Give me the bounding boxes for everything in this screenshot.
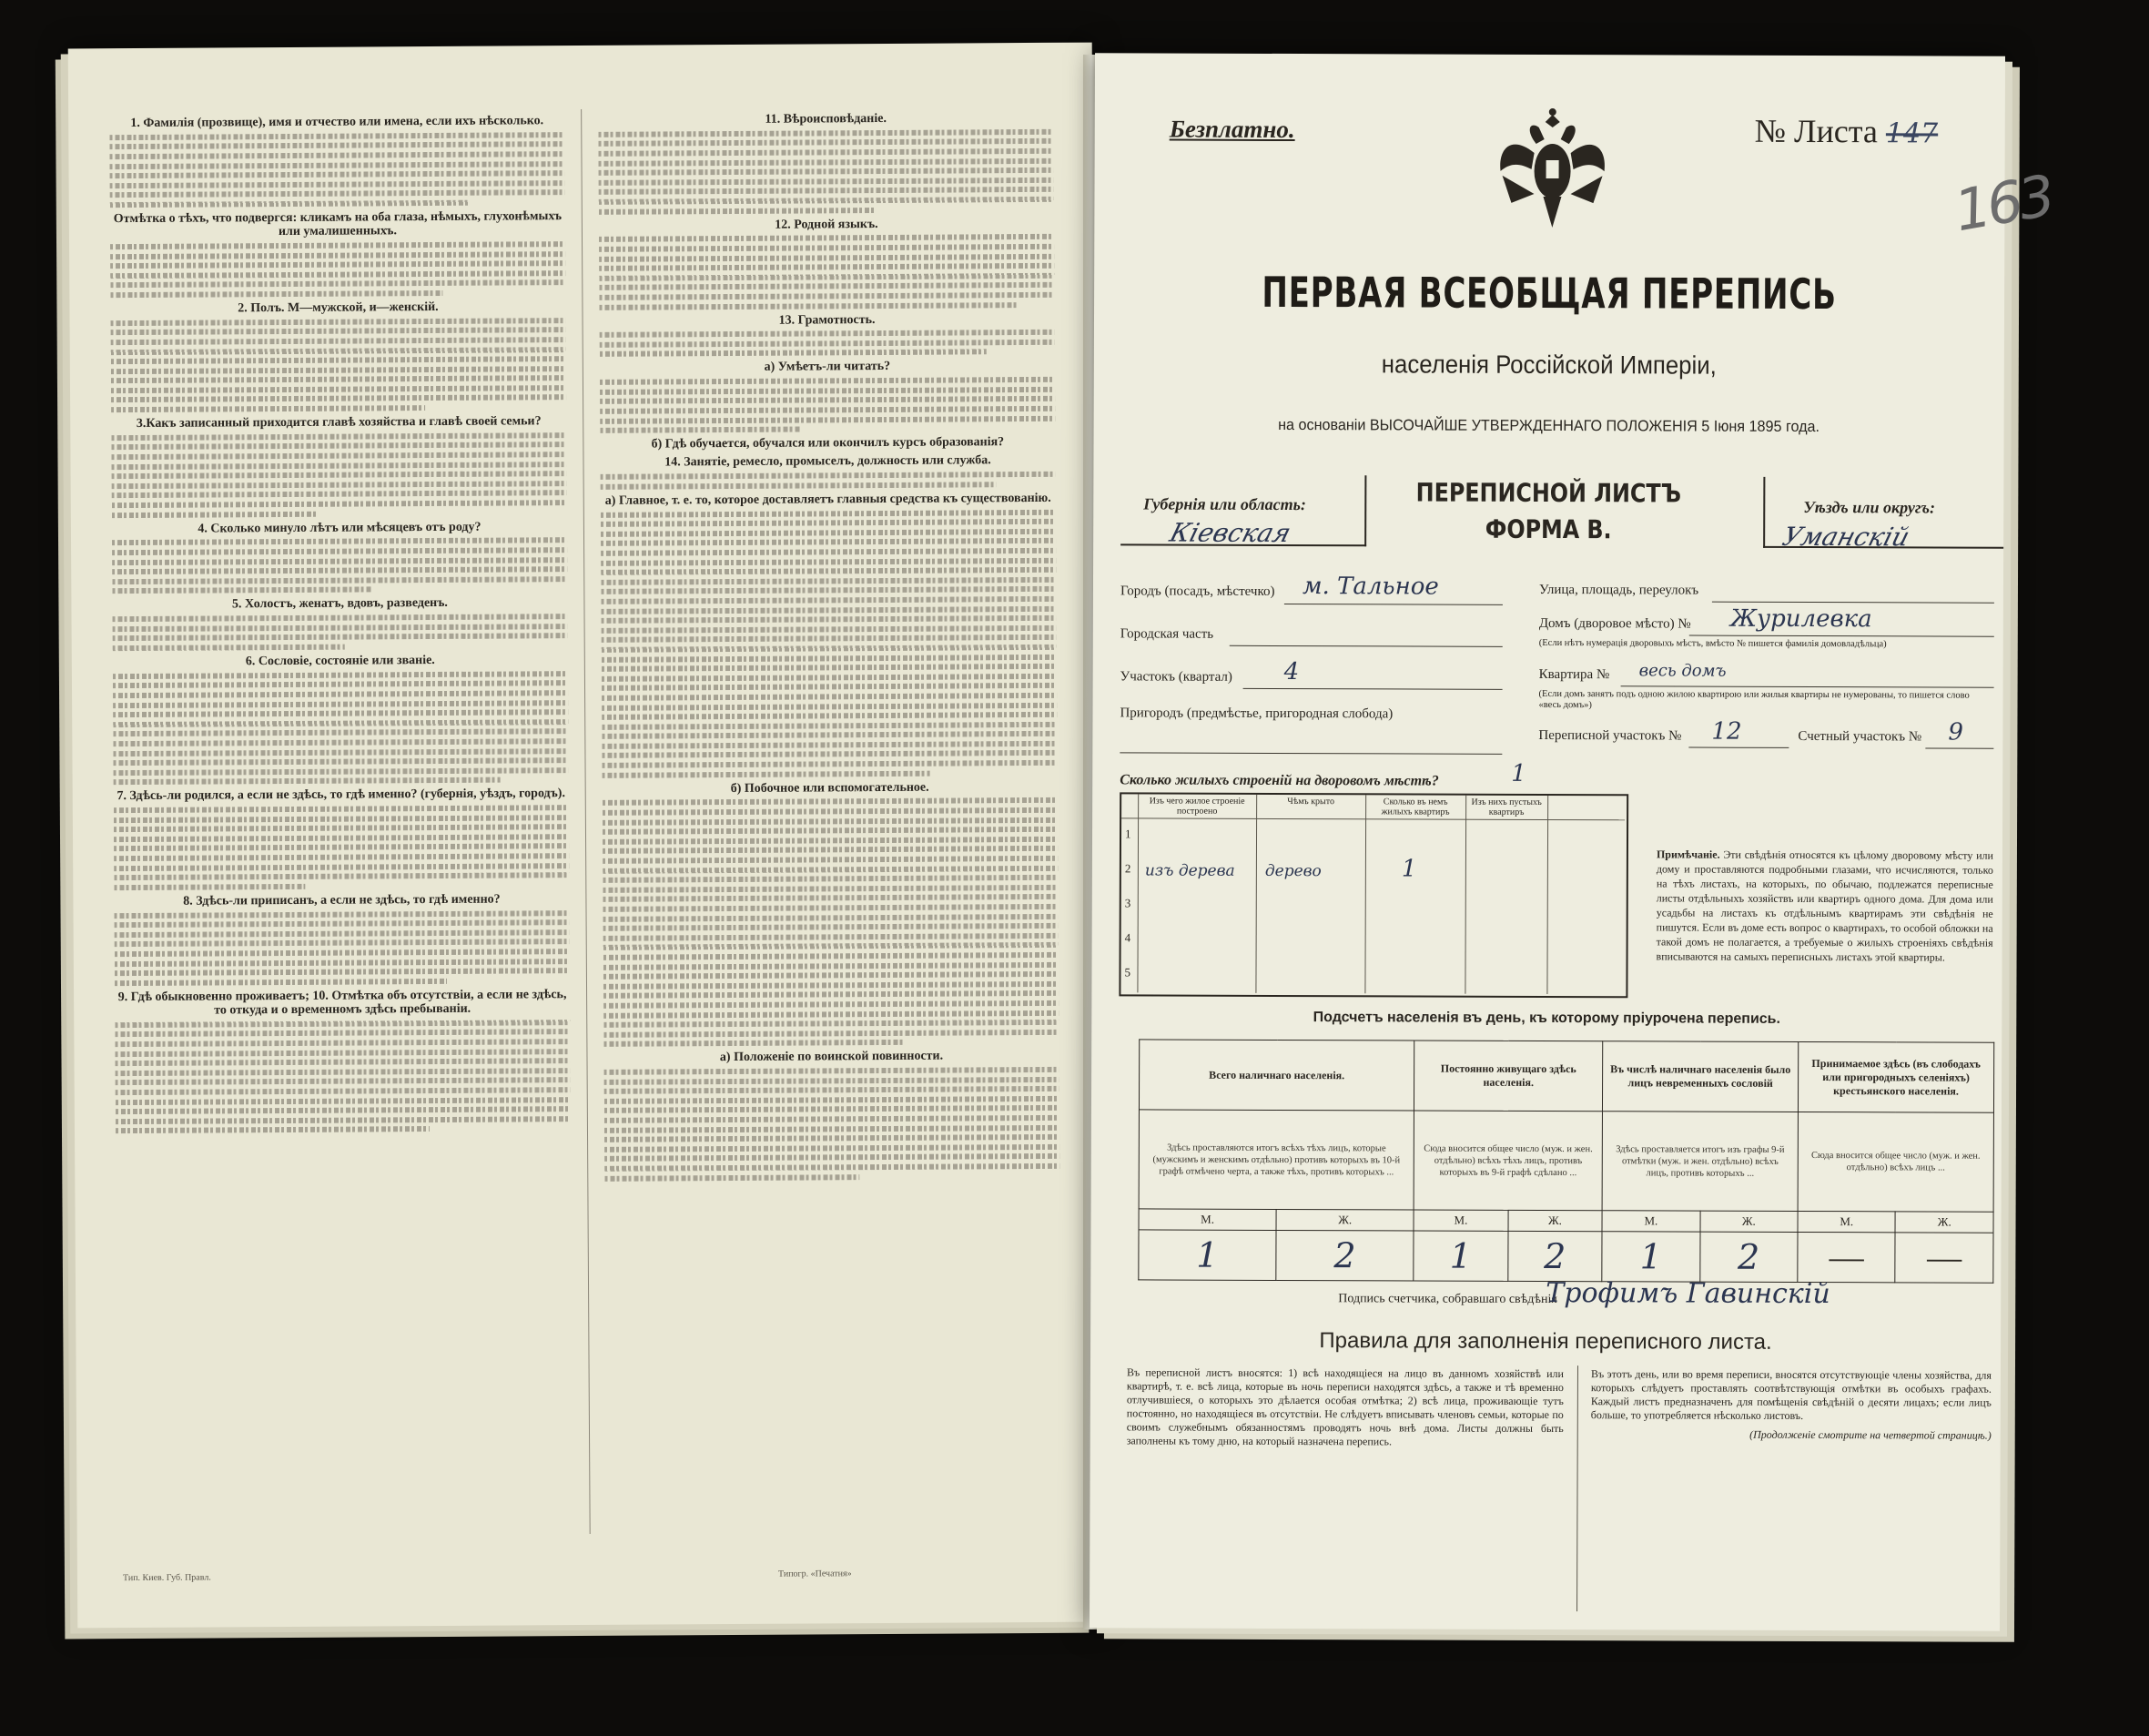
dom-value: Журилевка (1729, 604, 1872, 634)
pop-value: 2 (1699, 1232, 1798, 1282)
print-line (115, 959, 570, 967)
pop-value: — (1798, 1232, 1896, 1282)
row-number: 2 (1124, 861, 1131, 876)
print-line (112, 471, 567, 479)
print-line (602, 683, 1057, 691)
pop-sex-male: М. (1602, 1211, 1699, 1232)
print-line (110, 251, 565, 259)
print-line (600, 415, 1055, 423)
pop-sex-female: Ж. (1700, 1211, 1799, 1232)
print-line (603, 875, 1058, 883)
print-line (111, 337, 566, 345)
print-line (110, 270, 565, 279)
print-line (111, 375, 566, 383)
signature-label: Подпись счетчика, собравшаго свѣдѣнія (1338, 1292, 1557, 1307)
print-line (116, 1087, 571, 1095)
print-line (113, 624, 568, 632)
print-line (603, 885, 1058, 893)
schetny-uchastok-line (1925, 747, 1993, 748)
print-line (604, 1077, 1059, 1085)
print-line (110, 260, 565, 269)
print-line (603, 990, 1059, 999)
print-line (599, 302, 1018, 310)
print-line (603, 760, 1058, 768)
kvartira-label: Квартира № (1538, 666, 1610, 683)
uezd-label: Уѣздъ или округъ: (1803, 497, 1936, 517)
print-line (111, 452, 566, 460)
print-line (114, 777, 501, 786)
instruction-heading: 7. Здѣсь-ли родился, а если не здѣсь, то гдѣ именно? (губернія, уѣздъ, городъ). (117, 787, 566, 804)
pop-value: 2 (1276, 1230, 1414, 1281)
instructions-column-2 (598, 107, 1059, 1185)
print-line (113, 757, 568, 766)
print-line (113, 748, 568, 756)
pop-desc-permanent: Сюда вносится общее число (муж. и жен. отдѣльно) всѣхъ тѣхъ лицъ, противъ которыхъ въ 9-й графѣ сдѣлано ... (1414, 1111, 1602, 1211)
print-line (599, 197, 1054, 205)
stroeniya-header-roof: Чѣмъ крыто (1287, 797, 1335, 807)
print-line (598, 157, 1053, 166)
chast-line (1230, 645, 1503, 647)
print-line (111, 366, 566, 374)
print-line (601, 519, 1056, 527)
print-line (109, 132, 564, 140)
print-line (112, 491, 567, 499)
print-line (602, 674, 1057, 682)
row-number: 5 (1124, 965, 1131, 980)
print-line (111, 395, 566, 403)
note-text: Эти свѣдѣнія относятся къ цѣлому дворовому мѣсту или дому и проставляются подробными глазами, что исчисляются, только на тѣхъ листахъ, на которыхъ, по обычаю, подлежатся переписные листы отдѣльныхъ хозяйствъ или квартиръ одного дома. Для дома или усадьбы на листахъ къ отдѣльнымъ квартирамъ эти свѣдѣнія не пишутся. Если въ доме есть вопрос о квартирахъ, то особой обложки на такой домъ не полагается, а требуемые о жилыхъ строеніяхъ свѣдѣнія вписываются на самыхъ переписныхъ листахъ этой квартиры. (1656, 848, 1993, 964)
print-line (601, 472, 1056, 480)
print-line (602, 635, 1057, 643)
instruction-heading: 8. Здѣсь-ли приписанъ, а если не здѣсь, то гдѣ именно? (183, 892, 501, 909)
stroeniya-value: 1 (1511, 759, 1526, 787)
print-line (601, 509, 1056, 517)
print-line (115, 968, 570, 976)
population-count-table (1138, 1039, 1994, 1283)
print-line (602, 712, 1057, 720)
print-line (602, 664, 1057, 672)
print-line (603, 913, 1059, 921)
print-line (110, 279, 565, 288)
print-line (604, 1144, 1059, 1152)
print-line (603, 1000, 1059, 1009)
print-line (600, 330, 1055, 338)
sheet-number-value: 147 (1885, 117, 1939, 150)
rules-right-text: Въ этотъ день, или во время переписи, вносятся отсутствующіе члены хозяйства, для которыхъ слѣдуетъ проставлять соотвѣтствующія отмѣтки въ особыхъ графахъ. Каждый листъ предназначенъ для помѣщенія свѣдѣній о десяти лицахъ; если лицъ больше, то употребляется нѣсколько листовъ. (1590, 1367, 1992, 1422)
gorod-value: м. Тальное (1302, 573, 1439, 601)
print-line (604, 1086, 1059, 1094)
population-count-title: Подсчетъ населенія въ день, къ которому пріурочена перепись. (1313, 1010, 1781, 1027)
print-line (603, 817, 1058, 825)
instruction-heading: Отмѣтка о тѣхъ, что подвергся: кликамъ на оба глаза, нѣмыхъ, глухонѣмыхъ или умалишенныхъ. (113, 209, 563, 239)
form-title (1394, 474, 1703, 548)
print-line (598, 138, 1053, 147)
print-line (603, 1010, 1059, 1018)
row-number: 3 (1124, 896, 1131, 910)
print-line (112, 557, 567, 565)
print-line (601, 482, 997, 490)
print-line (601, 538, 1056, 546)
sheet-number-label: № Листа (1754, 112, 1878, 150)
print-line (111, 432, 566, 441)
print-line (598, 129, 1053, 137)
print-line (603, 837, 1058, 845)
instruction-heading: б) Гдѣ обучается, обучался или окончилъ курсъ образованія? (651, 435, 1005, 452)
print-line (603, 856, 1058, 864)
print-line (599, 168, 1054, 176)
print-line (111, 318, 566, 326)
print-line (111, 327, 566, 335)
instruction-heading: 4. Сколько минуло лѣтъ или мѣсяцевъ отъ роду? (198, 520, 481, 536)
print-line (112, 481, 567, 489)
print-line (115, 939, 570, 948)
print-line (603, 904, 1058, 912)
pop-sex-male: М. (1798, 1211, 1896, 1232)
stroeniya-header-empty: Изъ нихъ пустыхъ квартиръ (1471, 797, 1542, 817)
pop-value: 1 (1602, 1232, 1700, 1282)
legal-basis: на основаніи ВЫСОЧАЙШЕ УТВЕРЖДЕННАГО ПОЛОЖЕНІЯ 5 Іюня 1895 года. (1278, 415, 1820, 436)
print-line (114, 853, 569, 861)
instruction-heading: а) Главное, т. е. то, которое доставляетъ главныя средства къ существованію. (604, 491, 1051, 508)
sheet-number (1755, 112, 1939, 151)
print-line (601, 548, 1056, 556)
row-number: 4 (1124, 930, 1131, 945)
print-line (114, 824, 569, 832)
uezd-value: Уманскій (1779, 521, 1913, 553)
perepis-uchastok-value: 12 (1711, 717, 1742, 746)
print-line (599, 253, 1054, 261)
pop-value: 2 (1507, 1231, 1602, 1281)
print-line (603, 846, 1058, 854)
print-line (112, 566, 567, 574)
pop-desc-nonresident: Здѣсь проставляется итогъ изъ графы 9-й отмѣтки (муж. и жен. отдѣльно) всѣхъ лицъ, противъ которыхъ ... (1602, 1112, 1798, 1212)
print-line (604, 1153, 1059, 1162)
rules-right-column (1591, 1367, 1992, 1443)
print-line (110, 241, 565, 249)
print-line (599, 187, 1054, 195)
print-line (111, 405, 425, 412)
print-line (110, 200, 470, 208)
instruction-heading: 5. Холостъ, женатъ, вдовъ, разведенъ. (231, 596, 448, 612)
print-line (112, 500, 567, 508)
instruction-heading: 14. Занятіе, ремесло, промыселъ, должность или служба. (664, 453, 991, 470)
print-line (601, 529, 1056, 537)
signature-value: Трофимъ Гавинскій (1546, 1276, 1830, 1311)
print-line (602, 702, 1057, 710)
print-line (110, 170, 565, 178)
pop-value: — (1895, 1233, 1993, 1283)
note-title: Примѣчаніе. (1656, 848, 1720, 861)
print-line (111, 385, 566, 393)
print-line (601, 577, 1056, 585)
print-line (113, 645, 345, 652)
gorod-line (1284, 604, 1503, 605)
pop-sex-male: М. (1414, 1210, 1508, 1231)
rules-left-column: Въ переписной листъ вносятся: 1) всѣ находящіеся на лицо въ данномъ хозяйствѣ или квартирѣ, т. е. всѣ лица, которые въ ночь переписи находятся здѣсь, а также и тѣ временно отлучившіеся, о которыхъ это дѣлается особая отмѣтка; 2) всѣ лица, проживающіе тутъ постоянно, но находящіеся въ отсутствіи. Не слѣдуетъ вписывать членовъ семьи, которые по своимъ служебнымъ обязанностямъ проводятъ ночь внѣ дома. Листы должны быть заполнены къ тому дню, на который назначена перепись. (1126, 1365, 1564, 1448)
pop-sex-male: М. (1139, 1209, 1276, 1231)
pop-sex-female: Ж. (1895, 1212, 1993, 1233)
print-line (116, 1058, 571, 1066)
print-line (110, 180, 565, 188)
instruction-heading: 11. Вѣроисповѣданіе. (765, 111, 887, 127)
dom-note: (Если нѣтъ нумерація дворовыхъ мѣстъ, вмѣсто № пишется фамилія домовладѣльца) (1538, 637, 1887, 650)
print-line (602, 722, 1057, 730)
print-line (115, 929, 570, 938)
perepis-uchastok-label: Переписной участокъ № (1538, 727, 1682, 744)
print-line (115, 949, 570, 957)
instruction-heading: б) Побочное или вспомогательное. (730, 780, 929, 796)
print-line (113, 633, 568, 641)
perepis-uchastok-line (1688, 747, 1789, 748)
free-label: Безплатно. (1169, 115, 1295, 144)
print-line (113, 709, 568, 717)
uchastok-label: Участокъ (квартал) (1120, 669, 1232, 685)
print-line (114, 884, 305, 890)
print-line (109, 151, 564, 159)
instruction-heading: 9. Гдѣ обыкновенно проживаетъ; 10. Отмѣтка объ отсутствіи, а если не здѣсь, то откуда и о временномъ здѣсь пребываніи. (117, 987, 567, 1018)
print-line (112, 587, 371, 594)
print-line (603, 961, 1059, 970)
print-line (604, 1105, 1059, 1113)
imprint-right: Типогр. «Печатня» (777, 1568, 852, 1579)
row-number: 1 (1125, 827, 1131, 841)
print-line (603, 865, 1058, 873)
print-line (115, 1039, 570, 1047)
schetny-uchastok-label: Счетный участокъ № (1798, 728, 1922, 745)
pencil-page-number: 163 (1950, 162, 2057, 245)
print-line (598, 148, 1053, 157)
print-line (110, 290, 442, 298)
form-title-line-1: ПЕРЕПИСНОЙ ЛИСТЪ (1415, 477, 1682, 509)
print-line (602, 625, 1057, 634)
print-line (111, 462, 566, 470)
pop-header-peasant: Принимаемое здѣсь (въ слободахъ или пригородныхъ селеніяхъ) крестьянского населенія. (1798, 1041, 1993, 1112)
stroeniya-label: Сколько жилыхъ строеній на дворовомъ мѣстѣ? (1120, 772, 1439, 789)
kvartira-value: весь домъ (1638, 661, 1727, 681)
print-line (604, 1115, 1059, 1123)
print-line (116, 1097, 571, 1105)
print-line (116, 1126, 430, 1133)
print-line (114, 767, 569, 776)
prigorod-line (1120, 752, 1502, 754)
instructions-column-1 (109, 109, 571, 1138)
rules-title: Правила для заполненія переписного листа. (1319, 1328, 1772, 1355)
print-line (600, 396, 1055, 404)
print-line (601, 586, 1056, 594)
print-line (602, 731, 1057, 739)
print-line (603, 952, 1059, 960)
print-line (109, 142, 564, 150)
print-line (604, 1163, 1059, 1172)
right-page (1090, 53, 2057, 1630)
print-line (115, 1049, 570, 1057)
print-line (601, 605, 1056, 614)
column-divider (581, 109, 591, 1534)
uchastok-line (1243, 688, 1503, 690)
print-line (116, 1116, 571, 1124)
print-line (604, 1067, 1059, 1075)
pop-sex-female: Ж. (1276, 1209, 1414, 1231)
print-line (603, 1020, 1059, 1028)
print-line (113, 700, 568, 708)
instruction-heading: а) Умѣетъ-ли читать? (764, 360, 891, 375)
print-line (113, 728, 568, 736)
stroeniya-roof-value: дерево (1264, 861, 1322, 881)
census-title: ПЕРВАЯ ВСЕОБЩАЯ ПЕРЕПИСЬ (1262, 267, 1837, 320)
print-line (603, 807, 1058, 816)
print-line (602, 741, 1057, 749)
print-line (113, 738, 568, 746)
left-page (68, 43, 1102, 1629)
print-line (111, 442, 566, 451)
print-line (115, 919, 570, 928)
print-line (602, 693, 1057, 701)
uchastok-value: 4 (1283, 657, 1300, 686)
instruction-heading: 13. Грамотность. (778, 312, 876, 328)
print-line (113, 719, 568, 727)
dom-label: Домъ (дворовое мѣсто) № (1538, 615, 1691, 632)
print-line (603, 933, 1059, 941)
census-subtitle: населенія Россійской Имперіи, (1381, 350, 1717, 380)
print-line (600, 350, 987, 358)
print-line (113, 614, 568, 622)
print-line (116, 1068, 571, 1076)
print-line (112, 538, 567, 546)
instruction-heading: 3.Какъ записанный приходится главѣ хозяйства и главѣ своей семьи? (136, 414, 542, 431)
print-line (599, 273, 1054, 281)
print-line (110, 189, 565, 198)
print-line (603, 1030, 1059, 1038)
print-line (603, 971, 1059, 980)
pop-desc-peasant: Сюда вносится общее число (муж. и жен. отдѣльно) всѣхъ лицъ ... (1798, 1112, 1993, 1212)
print-line (603, 1040, 904, 1047)
print-line (600, 427, 800, 433)
form-title-line-2: ФОРМА В. (1485, 513, 1612, 545)
gorod-label: Городъ (посадъ, мѣстечко) (1120, 584, 1275, 599)
print-line (603, 942, 1059, 950)
print-line (599, 178, 1054, 186)
print-line (115, 910, 570, 919)
print-line (602, 615, 1057, 624)
print-line (115, 1020, 570, 1028)
print-line (601, 567, 1056, 575)
print-line (599, 263, 1054, 271)
stroeniya-header-apartments: Сколько въ немъ жилыхъ квартиръ (1381, 797, 1450, 817)
pop-value: 1 (1139, 1230, 1276, 1281)
print-line (603, 770, 930, 777)
chast-label: Городская часть (1120, 626, 1214, 642)
print-line (603, 981, 1059, 990)
stroeniya-table (1119, 792, 1628, 998)
stroeniya-material-value: изъ дерева (1144, 861, 1235, 880)
print-line (599, 244, 1054, 252)
print-line (113, 690, 568, 698)
pop-desc-present: Здѣсь проставляются итогъ всѣхъ тѣхъ лицъ, которые (мужскимъ и женскимъ отдѣльно) противъ которыхъ въ 10-й графѣ отмѣчено черта, а также тѣхъ, противъ которыхъ ... (1139, 1110, 1414, 1210)
print-line (599, 292, 1054, 300)
print-line (599, 234, 1054, 242)
print-line (599, 282, 1054, 290)
print-line (114, 815, 569, 823)
print-line (603, 894, 1058, 902)
instruction-heading: 12. Родной языкъ. (775, 217, 878, 232)
print-line (114, 863, 569, 871)
kvartira-line (1621, 685, 1994, 687)
print-line (114, 805, 569, 813)
print-line (604, 1134, 1059, 1142)
print-line (600, 387, 1055, 395)
print-line (603, 923, 1059, 931)
print-line (604, 1096, 1059, 1104)
print-line (112, 547, 567, 555)
print-line (111, 347, 566, 355)
pop-sex-female: Ж. (1508, 1210, 1603, 1231)
ulitsa-label: Улица, площадь, переулокъ (1538, 582, 1699, 598)
print-line (114, 872, 569, 880)
print-line (116, 1077, 571, 1085)
schetny-uchastok-value: 9 (1948, 718, 1964, 746)
print-line (601, 596, 1056, 604)
print-line (600, 377, 1055, 385)
print-line (599, 208, 877, 215)
instruction-heading: 1. Фамилія (прозвище), имя и отчество или имена, если ихъ нѣсколько. (130, 114, 544, 131)
print-line (603, 827, 1058, 835)
pop-header-present: Всего наличнаго населенія. (1139, 1040, 1414, 1111)
stroeniya-note (1657, 847, 1993, 964)
print-line (114, 834, 569, 842)
print-line (603, 797, 1058, 806)
pop-header-nonresident: Въ числѣ наличнаго населенія было лицъ невременныхъ сословій (1603, 1041, 1799, 1112)
pop-value: 1 (1414, 1231, 1508, 1281)
print-line (602, 645, 1057, 653)
gubernia-label: Губернія или область: (1143, 494, 1306, 514)
dom-line (1689, 635, 1994, 637)
print-line (604, 1124, 1059, 1132)
prigorod-label: Пригородъ (предмѣстье, пригородная слобода) (1120, 706, 1394, 722)
print-line (114, 844, 569, 852)
print-line (109, 161, 564, 169)
print-line (602, 750, 1057, 758)
print-line (600, 340, 1055, 348)
stroeniya-apartments-value: 1 (1401, 855, 1417, 883)
print-line (115, 1029, 570, 1037)
print-line (112, 511, 317, 517)
gubernia-value: Кіевская (1166, 517, 1294, 548)
instruction-heading: 6. Сословіе, состояніе или званіе. (245, 653, 435, 669)
print-line (111, 356, 566, 364)
print-line (115, 979, 447, 986)
double-headed-eagle-icon (1493, 107, 1611, 235)
imprint-left: Тип. Киев. Губ. Правл. (122, 1572, 211, 1584)
rules-footnote: (Продолженіе смотрите на четвертой страницѣ.) (1749, 1427, 1992, 1442)
pop-header-permanent: Постоянно живущаго здѣсь населенія. (1414, 1041, 1603, 1112)
print-line (601, 557, 1056, 565)
print-line (602, 654, 1057, 662)
kvartira-note: (Если домъ занятъ подъ одною жилою квартирою или жилыя квартиры не нумерованы, то пишется слово «весь домъ») (1538, 688, 1970, 711)
print-line (113, 680, 568, 688)
instruction-heading: а) Положеніе по воинской повинности. (719, 1049, 944, 1065)
print-line (116, 1106, 571, 1114)
stroeniya-header-material: Изъ чего жилое строеніе построено (1149, 796, 1245, 817)
print-line (112, 576, 567, 584)
print-line (600, 406, 1055, 414)
ulitsa-line (1712, 602, 1994, 604)
instruction-heading: 2. Полъ. М—мужской, и—женскій. (238, 299, 439, 316)
print-line (113, 671, 568, 679)
rules-divider (1576, 1365, 1578, 1611)
print-line (604, 1174, 859, 1182)
